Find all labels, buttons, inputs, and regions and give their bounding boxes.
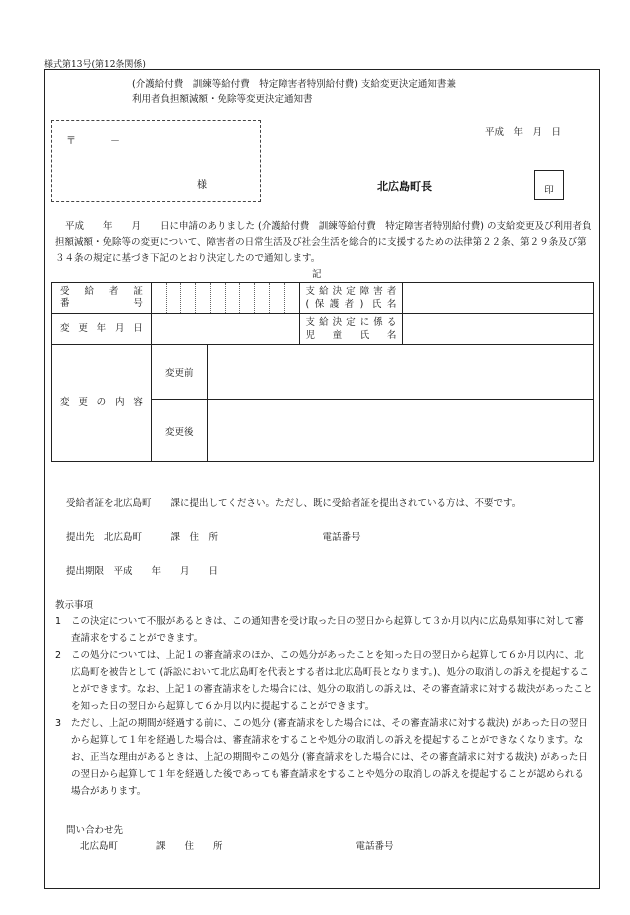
after-field[interactable] — [207, 400, 593, 462]
seal-label: 印 — [544, 185, 554, 196]
item-text: この処分については、上記１の審査請求のほか、この処分があったことを知った日の翌日から起算して６か月以内に、北広島町を被告として (訴訟において北広島町を代表とする者は北広島町長となります。)、処分の取消しの訴えを提起することができます。なお、上記１の審査請求をした場合には、処分の取消しの訴えは、その審査請求に対する裁決があったことを知った日の翌日から起算して６か月以内に提起することができます。 — [71, 650, 593, 712]
child-name-field[interactable] — [403, 314, 594, 345]
child-name-label — [299, 314, 403, 345]
issue-date: 平成 年 月 日 — [485, 127, 562, 138]
document-title-line2: 利用者負担額減額・免除等変更決定通知書 — [132, 94, 313, 105]
form-number-label: 様式第13号(第12条関係) — [44, 60, 146, 70]
list-item — [55, 715, 593, 800]
issuer-name: 北広島町長 — [377, 180, 432, 193]
change-date-field[interactable] — [151, 314, 299, 345]
item-number: 1 — [55, 616, 62, 627]
item-text: この決定について不服があるときは、この通知書を受け取った日の翌日から起算して３か月以内に広島県知事に対して審査請求をすることができます。 — [71, 616, 584, 644]
table-row — [52, 283, 594, 314]
ki-heading: 記 — [312, 269, 322, 280]
list-item — [55, 613, 593, 647]
kyoji-title: 教示事項 — [55, 600, 94, 611]
intro-paragraph: 平成 年 月 日に申請のありました (介護給付費 訓練等給付費 特定障害者特別給付費) の支給変更及び利用者負担額減額・免除等の変更について、障害者の日常生活及び社会生活を総合的に支援するための法律第２２条、第２９条及び第３４条の規定に基づき下記のとおり決定したので通知します。 — [55, 221, 592, 264]
applicant-name-field[interactable] — [403, 283, 594, 314]
before-label: 変更前 — [151, 345, 207, 400]
applicant-name-label — [299, 283, 403, 314]
label-line: (保護者) 氏名 — [305, 299, 397, 310]
seal-box — [534, 170, 564, 200]
recipient-number-label — [52, 283, 152, 314]
label-line: 受 給 者 証 — [60, 286, 143, 297]
item-text: ただし、上記の期間が経過する前に、この処分 (審査請求をした場合には、その審査請求に対する裁決) があった日の翌日から起算して１年を経過した場合は、審査請求をすることや処分の取消しの訴えを提起することができなくなります。なお、正当な理由があるときは、上記の期間やこの処分 (審査請求をした場合には、その審査請求に対する裁決) があった日の翌日から起算して１年を経過した後であっても審査請求をすることや処分の取消しの訴えを提起することが認められる場合があります。 — [71, 718, 588, 797]
change-content-label: 変 更 の 内 容 — [52, 345, 152, 462]
label-line: 支給決定に係る — [305, 317, 397, 328]
label-line: 児 童 氏 名 — [305, 330, 397, 341]
submission-destination: 提出先 北広島町 課 住 所 電話番号 — [66, 532, 361, 543]
honorific-sama: 様 — [197, 180, 207, 191]
after-label: 変更後 — [151, 400, 207, 462]
address-box — [51, 120, 261, 202]
item-number: 3 — [55, 718, 62, 729]
recipient-number-field[interactable] — [151, 283, 299, 314]
postal-dash: － — [110, 136, 120, 147]
decision-table — [51, 282, 594, 462]
digit-boxes — [152, 283, 299, 313]
table-row — [52, 345, 594, 400]
before-field[interactable] — [207, 345, 593, 400]
label-line: 支給決定障害者 — [305, 286, 397, 297]
submit-instruction: 受給者証を北広島町 課に提出してください。ただし、既に受給者証を提出されている方は、不要です。 — [66, 498, 522, 509]
postal-mark: 〒 — [66, 136, 76, 147]
list-item — [55, 647, 593, 715]
label-line: 番 号 — [60, 298, 143, 309]
submission-deadline: 提出期限 平成 年 月 日 — [66, 566, 219, 577]
item-number: 2 — [55, 650, 62, 661]
document-title-line1: (介護給付費 訓練等給付費 特定障害者特別給付費) 支給変更決定通知書兼 — [132, 79, 456, 90]
kyoji-list — [55, 613, 593, 800]
inquiry-title: 問い合わせ先 — [66, 825, 124, 836]
inquiry-contact: 北広島町 課 住 所 電話番号 — [80, 841, 394, 852]
table-row — [52, 314, 594, 345]
change-date-label: 変 更 年 月 日 — [52, 314, 152, 345]
